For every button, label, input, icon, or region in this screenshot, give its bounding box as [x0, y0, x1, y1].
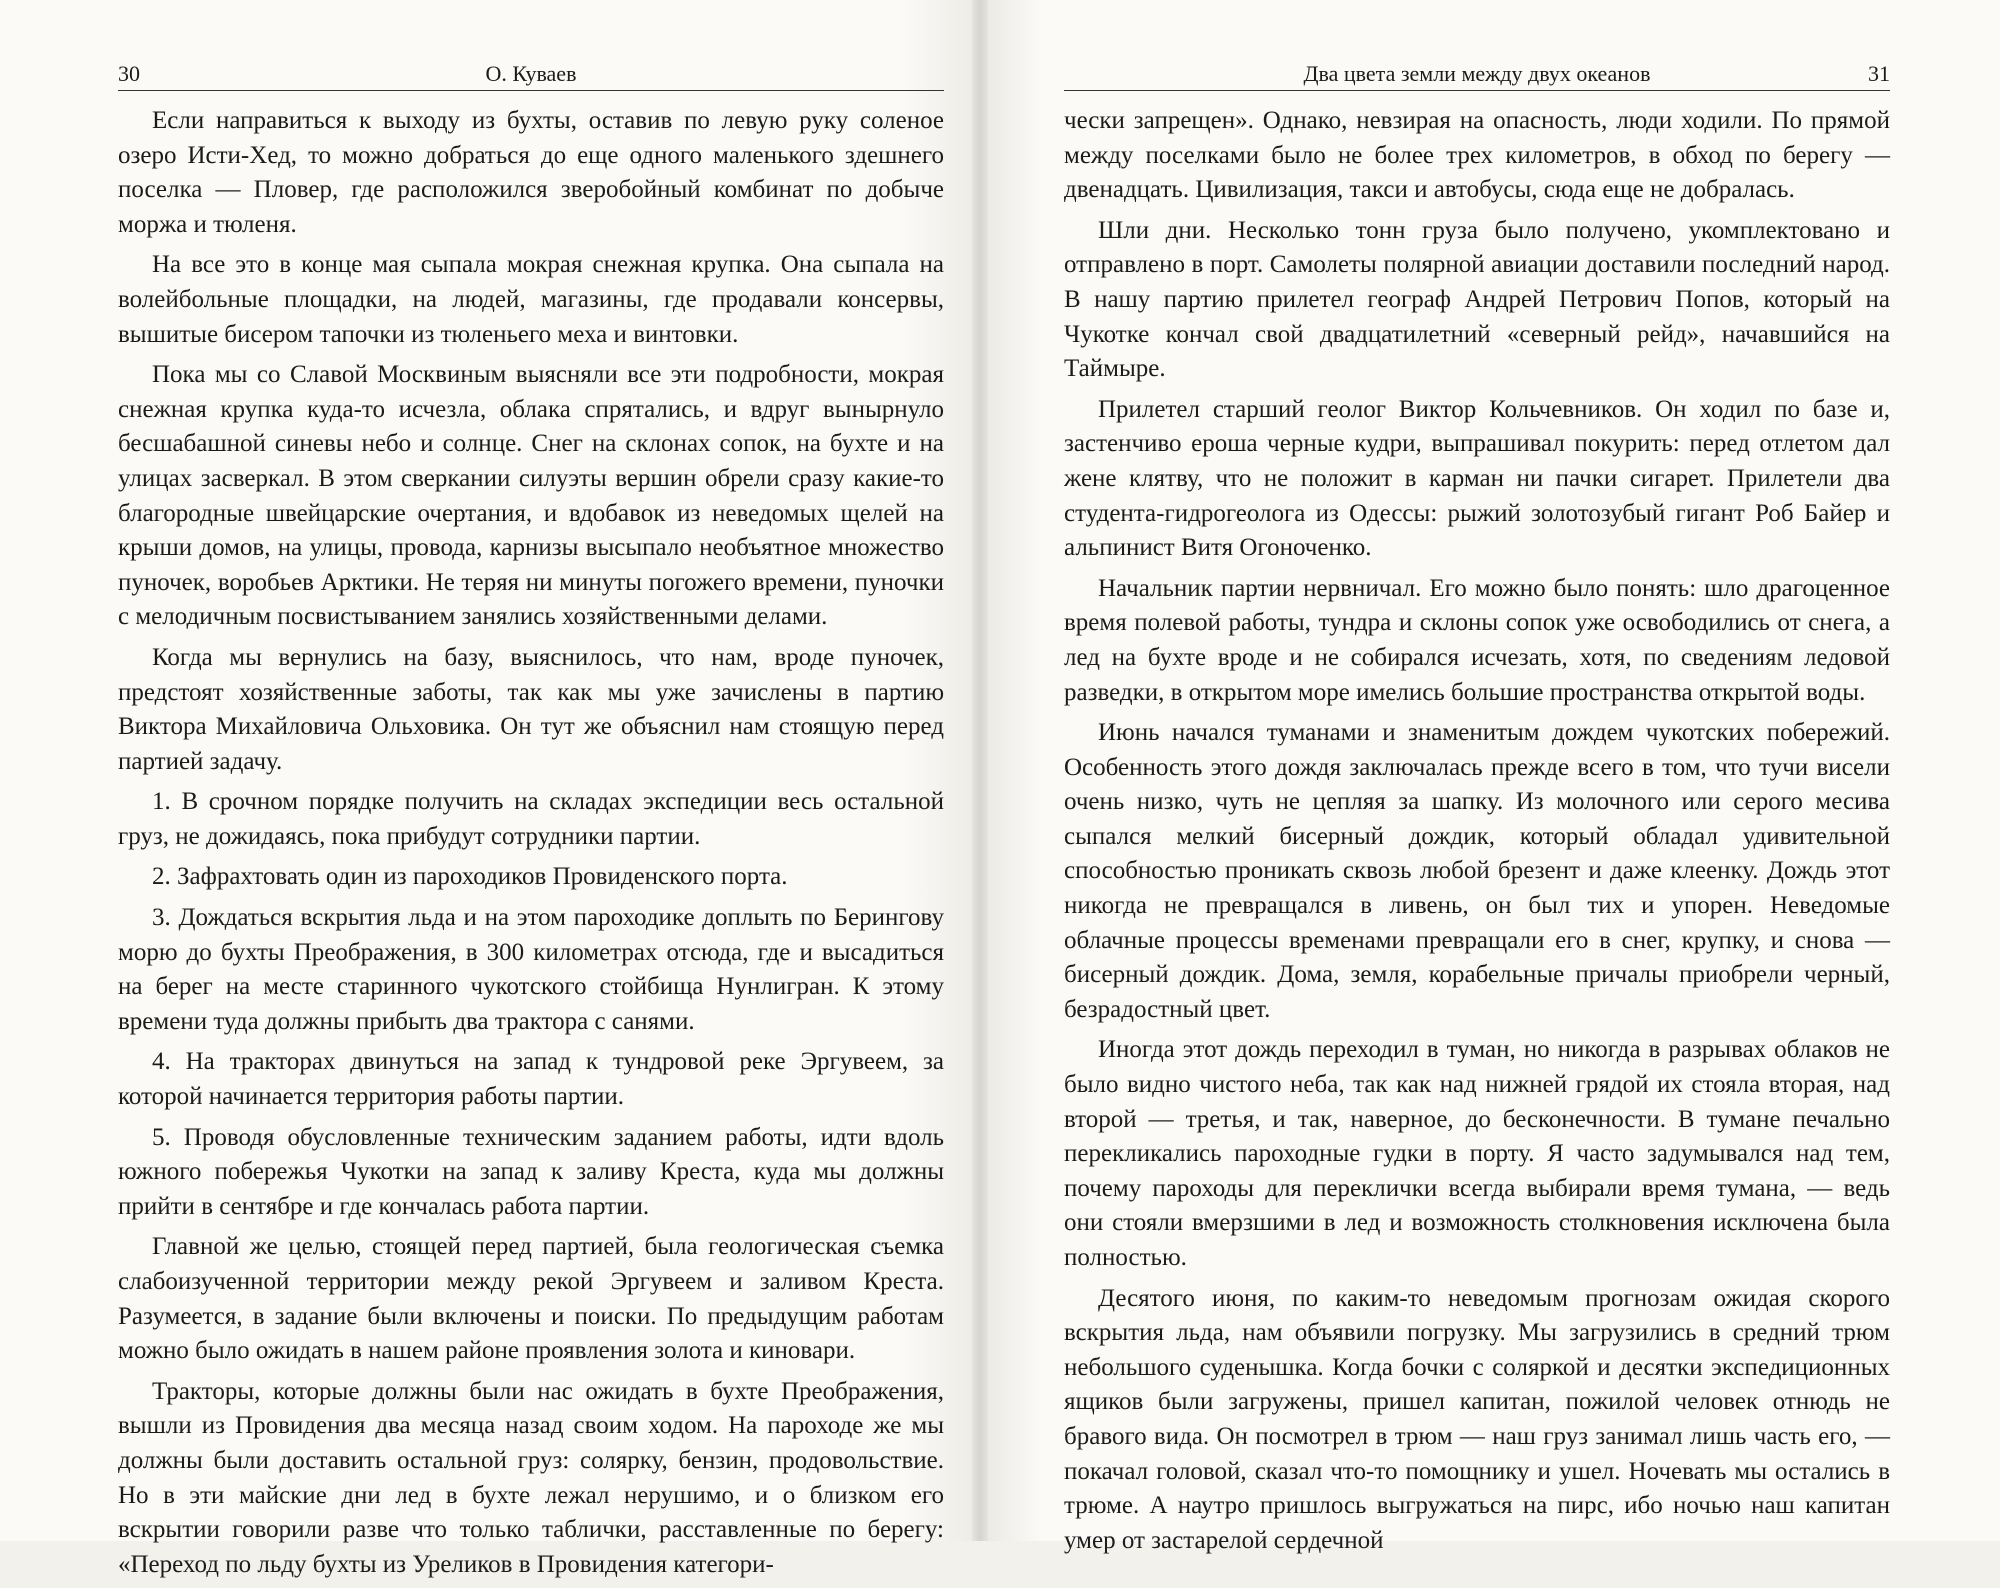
paragraph: Июнь начался туманами и знаменитым дождем чукотских побережий. Особенность этого дождя заключалась прежде всего в том, что тучи висели очень низко, чуть не цепляя за шапку. Из молочного или серого месива сыпался мелкий бисерный дождик, который обладал удивительной способностью проникать сквозь любой брезент и даже клеенку. Дождь этот никогда не превращался в ливень, он был тих и упорен. Неведомые облачные процессы временами превращали его в снег, крупку, и снова — бисерный дождик. Дома, земля, корабельные причалы приобрели черный, безрадостный цвет.: [1064, 719, 1890, 1023]
right-page: [980, 0, 2000, 1554]
right-page-text: [1064, 104, 1890, 1564]
paragraph: Десятого июня, по каким-то неведомым прогнозам ожидая скорого вскрытия льда, нам объявили погрузку. Мы загрузились в средний трюм небольшого суденышка. Когда бочки с соляркой и десятки экспедиционных ящиков были загружены, пришел капитан, пожилой человек отнюдь не бравого вида. Он посмотрел в трюм — наш груз занимал лишь часть его, — покачал головой, сказал что-то помощнику и ушел. Ночевать мы остались в трюме. А наутро пришлось выгружаться на пирс, ибо ночью наш капитан умер от застарелой сердечной: [1064, 1284, 1890, 1554]
running-head: Два цвета земли между двух океанов: [1303, 61, 1651, 86]
paragraph: Начальник партии нервничал. Его можно было понять: шло драгоценное время полевой работы, тундра и склоны сопок уже освободились от снега, а лед на бухте вроде и не собирался исчезать, хотя, по сведениям ледовой разведки, в открытом море имелись большие пространства открытой воды.: [1064, 574, 1890, 706]
paragraph: На все это в конце мая сыпала мокрая снежная крупка. Она сыпала на волейбольные площадки, на людей, магазины, где продавали консервы, вышитые бисером тапочки из тюленьего меха и винтовки.: [118, 251, 944, 348]
paragraph: Шли дни. Несколько тонн груза было получено, укомплектовано и отправлено в порт. Самолеты полярной авиации доставили последний народ. В нашу партию прилетел географ Андрей Петрович Попов, который на Чукотке кончал свой двадцатилетний «северный рейд», начавшийся на Таймыре.: [1064, 216, 1890, 383]
left-page-text: [118, 104, 944, 1588]
paragraph: Пока мы со Славой Москвиным выясняли все эти подробности, мокрая снежная крупка куда-то исчезла, облака спрятались, и вдруг вынырнуло бесшабашной синевы небо и солнце. Снег на склонах сопок, на бухте и на улицах засверкал. В этом сверкании силуэты вершин обрели сразу какие-то благородные швейцарские очертания, и вдобавок из неведомых щелей на крыши домов, на улицы, провода, карнизы высыпало необъятное множество пуночек, воробьев Арктики. Не теряя ни минуты погожего времени, пуночки с мелодичным посвистыванием занялись хозяйственными делами.: [118, 361, 944, 631]
left-page: [0, 0, 980, 1578]
paragraph: Если направиться к выходу из бухты, оставив по левую руку соленое озеро Исти-Хед, то можно добраться до еще одного маленького здешнего поселка — Пловер, где расположился зверобойный комбинат по добыче моржа и тюленя.: [118, 107, 944, 238]
page-number: 30: [118, 61, 140, 86]
paragraph-continuation: чески запрещен». Однако, невзирая на опасность, люди ходили. По прямой между поселками было не более трех километров, в обход по берегу — двенадцать. Цивилизация, такси и автобусы, сюда еще не добралась.: [1064, 107, 1890, 204]
page-number: 31: [1868, 61, 1890, 86]
list-item: 1. В срочном порядке получить на складах экспедиции весь остальной груз, не дожидаясь, пока прибудут сотрудники партии.: [118, 788, 944, 850]
list-item: 4. На тракторах двинуться на запад к тундровой реке Эргувеем, за которой начинается территория работы партии.: [118, 1048, 944, 1111]
paragraph: Тракторы, которые должны были нас ожидать в бухте Преображения, вышли из Провидения два месяца назад своим ходом. На пароходе же мы должны были доставить остальной груз: солярку, бензин, продовольствие. Но в эти майские дни лед в бухте лежал нерушимо, и о близком его вскрытии говорили разве что только таблички, расставленные по берегу: «Переход по льду бухты из Уреликов в Провидения категори-: [118, 1377, 944, 1578]
book-gutter: [972, 0, 988, 1541]
paragraph: Прилетел старший геолог Виктор Кольчевников. Он ходил по базе и, застенчиво ероша черные кудри, выпрашивал покурить: перед отлетом дал жене клятву, что не положит в карман ни пачки сигарет. Прилетели два студента-гидрогеолога из Одессы: рыжий золотозубый гигант Роб Байер и альпинист Витя Огоноченко.: [1064, 395, 1890, 562]
running-head: О. Куваев: [485, 61, 577, 86]
left-page-header: [118, 58, 944, 91]
paragraph: Главной же целью, стоящей перед партией, была геологическая съемка слабоизученной территории между рекой Эргувеем и заливом Креста. Разумеется, в задание были включены и поиски. По предыдущим работам можно было ожидать в нашем районе проявления золота и киновари.: [118, 1233, 944, 1365]
list-item: 2. Зафрахтовать один из пароходиков Провиденского порта.: [152, 863, 788, 891]
paragraph: Когда мы вернулись на базу, выяснилось, что нам, вроде пуночек, предстоят хозяйственные заботы, так как мы уже зачислены в партию Виктора Михайловича Ольховика. Он тут же объяснил нам стоящую перед партией задачу.: [118, 643, 944, 775]
right-page-header: [1064, 58, 1890, 91]
list-item: 5. Проводя обусловленные техническим заданием работы, идти вдоль южного побережья Чукотки на запад к заливу Креста, куда мы должны прийти в сентябре и где кончалась работа партии.: [118, 1123, 944, 1220]
paragraph: Иногда этот дождь переходил в туман, но никогда в разрывах облаков не было видно чистого неба, так как над нижней грядой их стояла вторая, над второй — третья, и так, наверное, до бесконечности. В тумане печально перекликались пароходные гудки в порту. Я часто задумывался над тем, почему пароходы для переклички всегда выбирали время тумана, — ведь они стояли вмерзшими в лед и возможность столкновения исключена была полностью.: [1064, 1036, 1890, 1271]
list-item: 3. Дождаться вскрытия льда и на этом пароходике доплыть по Берингову морю до бухты Преображения, в 300 километрах отсюда, где и высадиться на берег на месте старинного чукотского стойбища Нунлигран. К этому времени туда должны прибыть два трактора с санями.: [118, 904, 944, 1035]
